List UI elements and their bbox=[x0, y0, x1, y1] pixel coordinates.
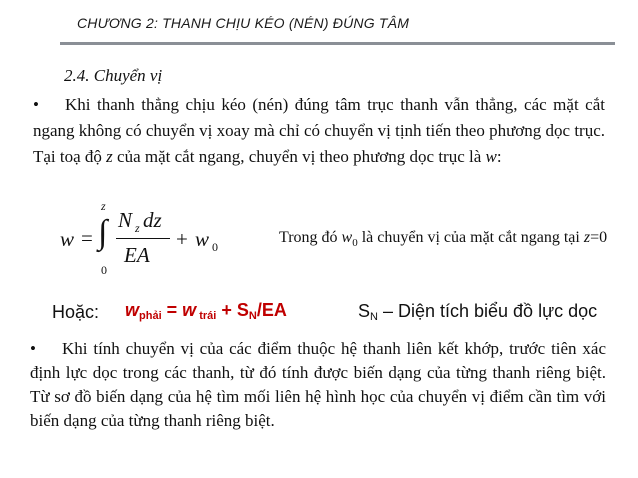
bullet: • bbox=[30, 339, 36, 358]
area-definition-text: – Diện tích biểu đồ lực dọc bbox=[377, 301, 598, 321]
integral-upper-limit: z bbox=[101, 199, 106, 213]
w-right: w bbox=[125, 300, 140, 320]
bullet: • bbox=[33, 95, 39, 114]
explanation-text: =0 bbox=[590, 229, 608, 246]
numerator-subscript: z bbox=[135, 221, 140, 235]
header-divider bbox=[60, 42, 615, 45]
formula-equals: = bbox=[81, 226, 93, 250]
area-S-subscript: N bbox=[248, 310, 257, 322]
paragraph-text: Khi tính chuyển vị của các điểm thuộc hệ thanh liên kết khớp, trước tiên xác định lực dọc trong các thanh, từ đó tính được biến dạng của từng thanh riêng biệt. Từ sơ đồ biến dạng của hệ tìm mối liên hệ hình học của chuyển vị điểm cần tìm với biến dạng của từng thanh riêng biệt. bbox=[30, 339, 606, 430]
explanation-text: Trong đó bbox=[279, 229, 342, 246]
numerator-N: N bbox=[118, 208, 133, 232]
chapter-header: CHƯƠNG 2: THANH CHỊU KÉO (NÉN) ĐÚNG TÂM bbox=[77, 15, 410, 31]
area-symbol: S bbox=[358, 301, 371, 321]
area-definition bbox=[358, 301, 597, 323]
section-title: 2.4. Chuyển vị bbox=[64, 66, 163, 85]
alternative-formula bbox=[125, 300, 287, 322]
w-left: w bbox=[182, 300, 197, 320]
w-left-subscript: trái bbox=[196, 310, 217, 322]
area-symbol-subscript: N bbox=[370, 311, 378, 323]
paragraph-text: của mặt cắt ngang, chuyển vị theo phương dọc trục là bbox=[112, 147, 486, 166]
paragraph-text: : bbox=[496, 147, 502, 166]
variable-w0: w bbox=[341, 229, 353, 246]
w-right-subscript: phải bbox=[139, 310, 162, 322]
paragraph-displacement-intro bbox=[33, 92, 605, 170]
integral-lower-limit: 0 bbox=[101, 263, 107, 277]
variable-z: z bbox=[106, 147, 113, 166]
variable-z: z bbox=[583, 229, 591, 246]
alternative-label: Hoặc: bbox=[52, 302, 100, 322]
numerator-dz: dz bbox=[143, 208, 162, 232]
equals: = bbox=[161, 300, 183, 320]
paragraph-text: Khi thanh thẳng chịu kéo (nén) đúng tâm trục thanh vẫn thẳng, các mặt cắt ngang không có chuyển vị xoay mà chỉ có chuyển vị tịnh tiến theo phương dọc trục. Tại toạ độ bbox=[33, 95, 605, 166]
divide-EA: /EA bbox=[256, 300, 287, 320]
initial-displacement-w: w bbox=[195, 227, 210, 251]
explanation-text: là chuyển vị của mặt cắt ngang tại bbox=[357, 229, 584, 246]
denominator-EA: EA bbox=[124, 243, 150, 267]
variable-w: w bbox=[485, 147, 497, 166]
integral-sign: ∫ bbox=[98, 214, 108, 251]
variable-w0-subscript: 0 bbox=[352, 237, 358, 250]
paragraph-pin-jointed-systems bbox=[30, 337, 606, 433]
fraction-bar bbox=[116, 238, 170, 239]
initial-displacement-subscript: 0 bbox=[212, 240, 218, 254]
formula-lhs: w bbox=[60, 227, 75, 251]
formula-explanation bbox=[245, 226, 625, 255]
area-S: S bbox=[236, 300, 249, 320]
plus: + bbox=[216, 300, 237, 320]
formula-plus: + bbox=[176, 227, 188, 251]
